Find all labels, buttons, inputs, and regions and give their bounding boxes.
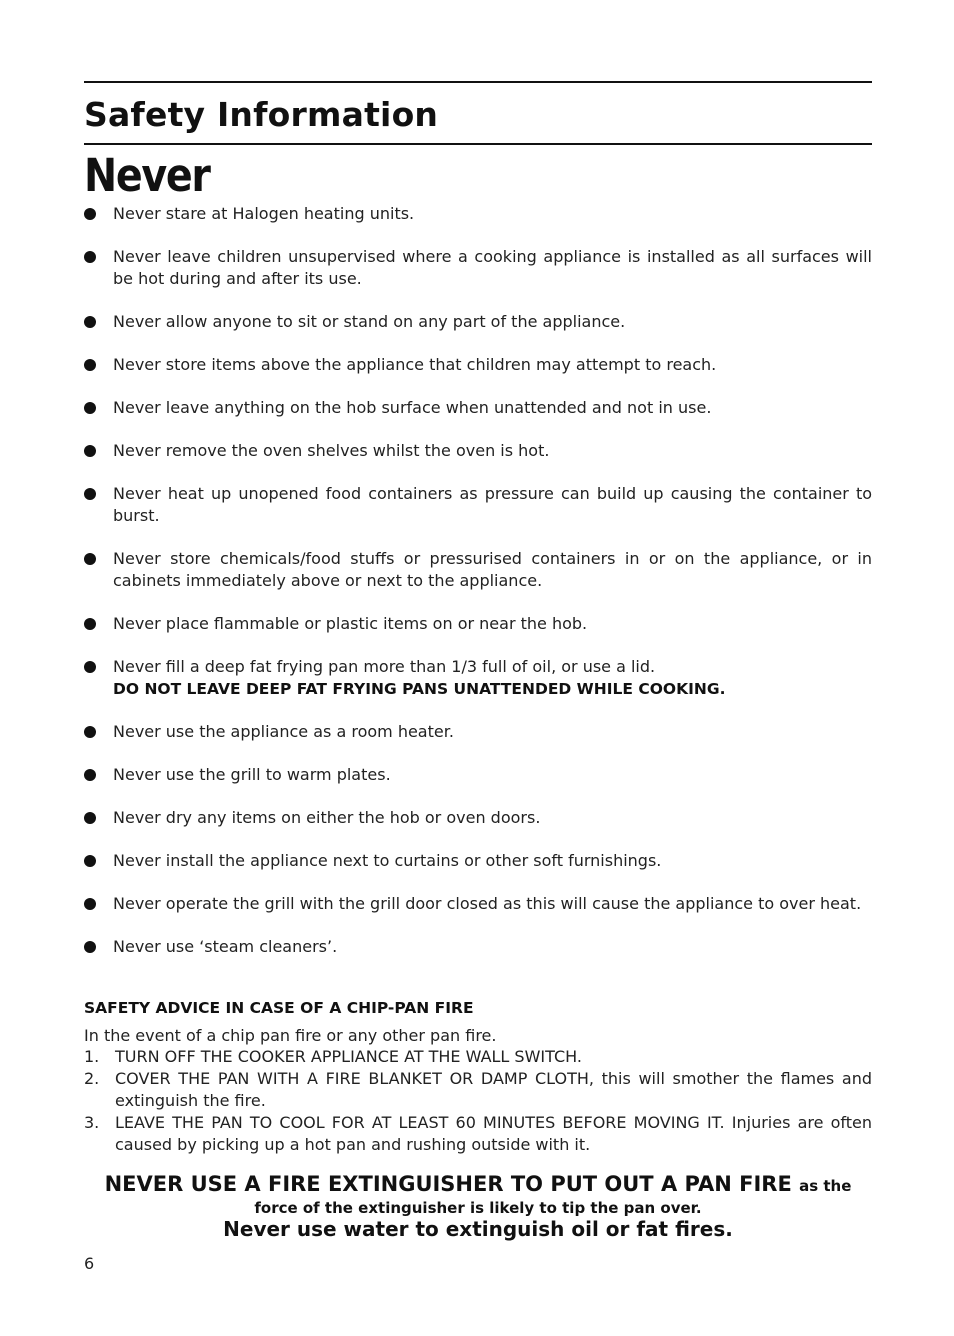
list-item [84, 656, 872, 700]
list-item-text: Never operate the grill with the grill door closed as this will cause the appliance to over heat. [113, 894, 862, 913]
list-item-text: Never place flammable or plastic items on or near the hob. [113, 614, 588, 633]
list-item [84, 440, 872, 462]
warning-line-1 [84, 1170, 872, 1200]
step-number: 3. [84, 1113, 100, 1132]
advice-intro: In the event of a chip pan fire or any other pan fire. [84, 1026, 497, 1045]
bullet-icon [84, 316, 96, 328]
bullet-icon [84, 726, 96, 738]
chip-pan-fire-advice [84, 997, 872, 1156]
list-item-text: Never heat up unopened food containers as pressure can build up causing the container to burst. [113, 484, 872, 525]
advice-heading: SAFETY ADVICE IN CASE OF A CHIP-PAN FIRE [84, 999, 474, 1017]
list-item [84, 721, 872, 743]
bullet-icon [84, 251, 96, 263]
list-item [84, 893, 872, 915]
extinguisher-warning [84, 1170, 872, 1241]
step-number: 2. [84, 1069, 100, 1088]
advice-step [84, 1068, 872, 1112]
list-item [84, 354, 872, 376]
bullet-icon [84, 359, 96, 371]
list-item-text: Never allow anyone to sit or stand on any part of the appliance. [113, 312, 626, 331]
list-item-text: Never use the appliance as a room heater. [113, 722, 454, 741]
list-item [84, 807, 872, 829]
page-number: 6 [84, 1254, 95, 1273]
list-item-text: Never use ‘steam cleaners’. [113, 937, 338, 956]
step-number: 1. [84, 1047, 100, 1066]
list-item [84, 203, 872, 225]
bullet-icon [84, 769, 96, 781]
bullet-icon [84, 553, 96, 565]
list-item-text: Never store chemicals/food stuffs or pressurised containers in or on the appliance, or in cabinets immediately above or next to the appliance. [113, 549, 872, 590]
list-item-text: Never remove the oven shelves whilst the oven is hot. [113, 441, 550, 460]
bullet-icon [84, 618, 96, 630]
list-item-text: Never leave children unsupervised where a cooking appliance is installed as all surfaces will be hot during and after its use. [113, 247, 872, 288]
list-item [84, 548, 872, 592]
bullet-icon [84, 445, 96, 457]
bullet-icon [84, 208, 96, 220]
list-item-text: Never fill a deep fat frying pan more than 1/3 full of oil, or use a lid. [113, 657, 656, 676]
warning-tail: as the [799, 1177, 852, 1195]
top-rule [84, 81, 872, 83]
list-item [84, 850, 872, 872]
bullet-icon [84, 855, 96, 867]
list-item-text: Never install the appliance next to curtains or other soft furnishings. [113, 851, 662, 870]
fat-pan-warning: DO NOT LEAVE DEEP FAT FRYING PANS UNATTENDED WHILE COOKING. [113, 680, 726, 698]
never-list [84, 203, 872, 979]
warning-line-2: force of the extinguisher is likely to tip the pan over. [254, 1199, 702, 1217]
bullet-icon [84, 488, 96, 500]
title-rule [84, 143, 872, 145]
advice-step [84, 1046, 872, 1068]
bullet-icon [84, 898, 96, 910]
list-item-text: Never stare at Halogen heating units. [113, 204, 415, 223]
list-item [84, 936, 872, 958]
advice-step [84, 1112, 872, 1156]
step-text: LEAVE THE PAN TO COOL FOR AT LEAST 60 MINUTES BEFORE MOVING IT. Injuries are often caused by picking up a hot pan and rushing outside with it. [115, 1113, 872, 1154]
list-item-text: Never dry any items on either the hob or oven doors. [113, 808, 541, 827]
bullet-icon [84, 402, 96, 414]
list-item [84, 311, 872, 333]
advice-steps [84, 1046, 872, 1156]
bullet-icon [84, 661, 96, 673]
bullet-icon [84, 941, 96, 953]
list-item [84, 483, 872, 527]
list-item-text: Never store items above the appliance that children may attempt to reach. [113, 355, 717, 374]
warning-main: NEVER USE A FIRE EXTINGUISHER TO PUT OUT A PAN FIRE [104, 1172, 792, 1196]
page-title: Never [84, 149, 210, 202]
step-text: TURN OFF THE COOKER APPLIANCE AT THE WALL SWITCH. [115, 1047, 582, 1066]
bullet-icon [84, 812, 96, 824]
list-item [84, 764, 872, 786]
list-item-text: Never use the grill to warm plates. [113, 765, 391, 784]
list-item-text: Never leave anything on the hob surface when unattended and not in use. [113, 398, 712, 417]
step-text: COVER THE PAN WITH A FIRE BLANKET OR DAMP CLOTH, this will smother the flames and extinguish the fire. [115, 1069, 872, 1110]
list-item [84, 613, 872, 635]
list-item [84, 397, 872, 419]
list-item [84, 246, 872, 290]
section-title: Safety Information [84, 95, 439, 134]
warning-line-3: Never use water to extinguish oil or fat fires. [223, 1217, 733, 1241]
